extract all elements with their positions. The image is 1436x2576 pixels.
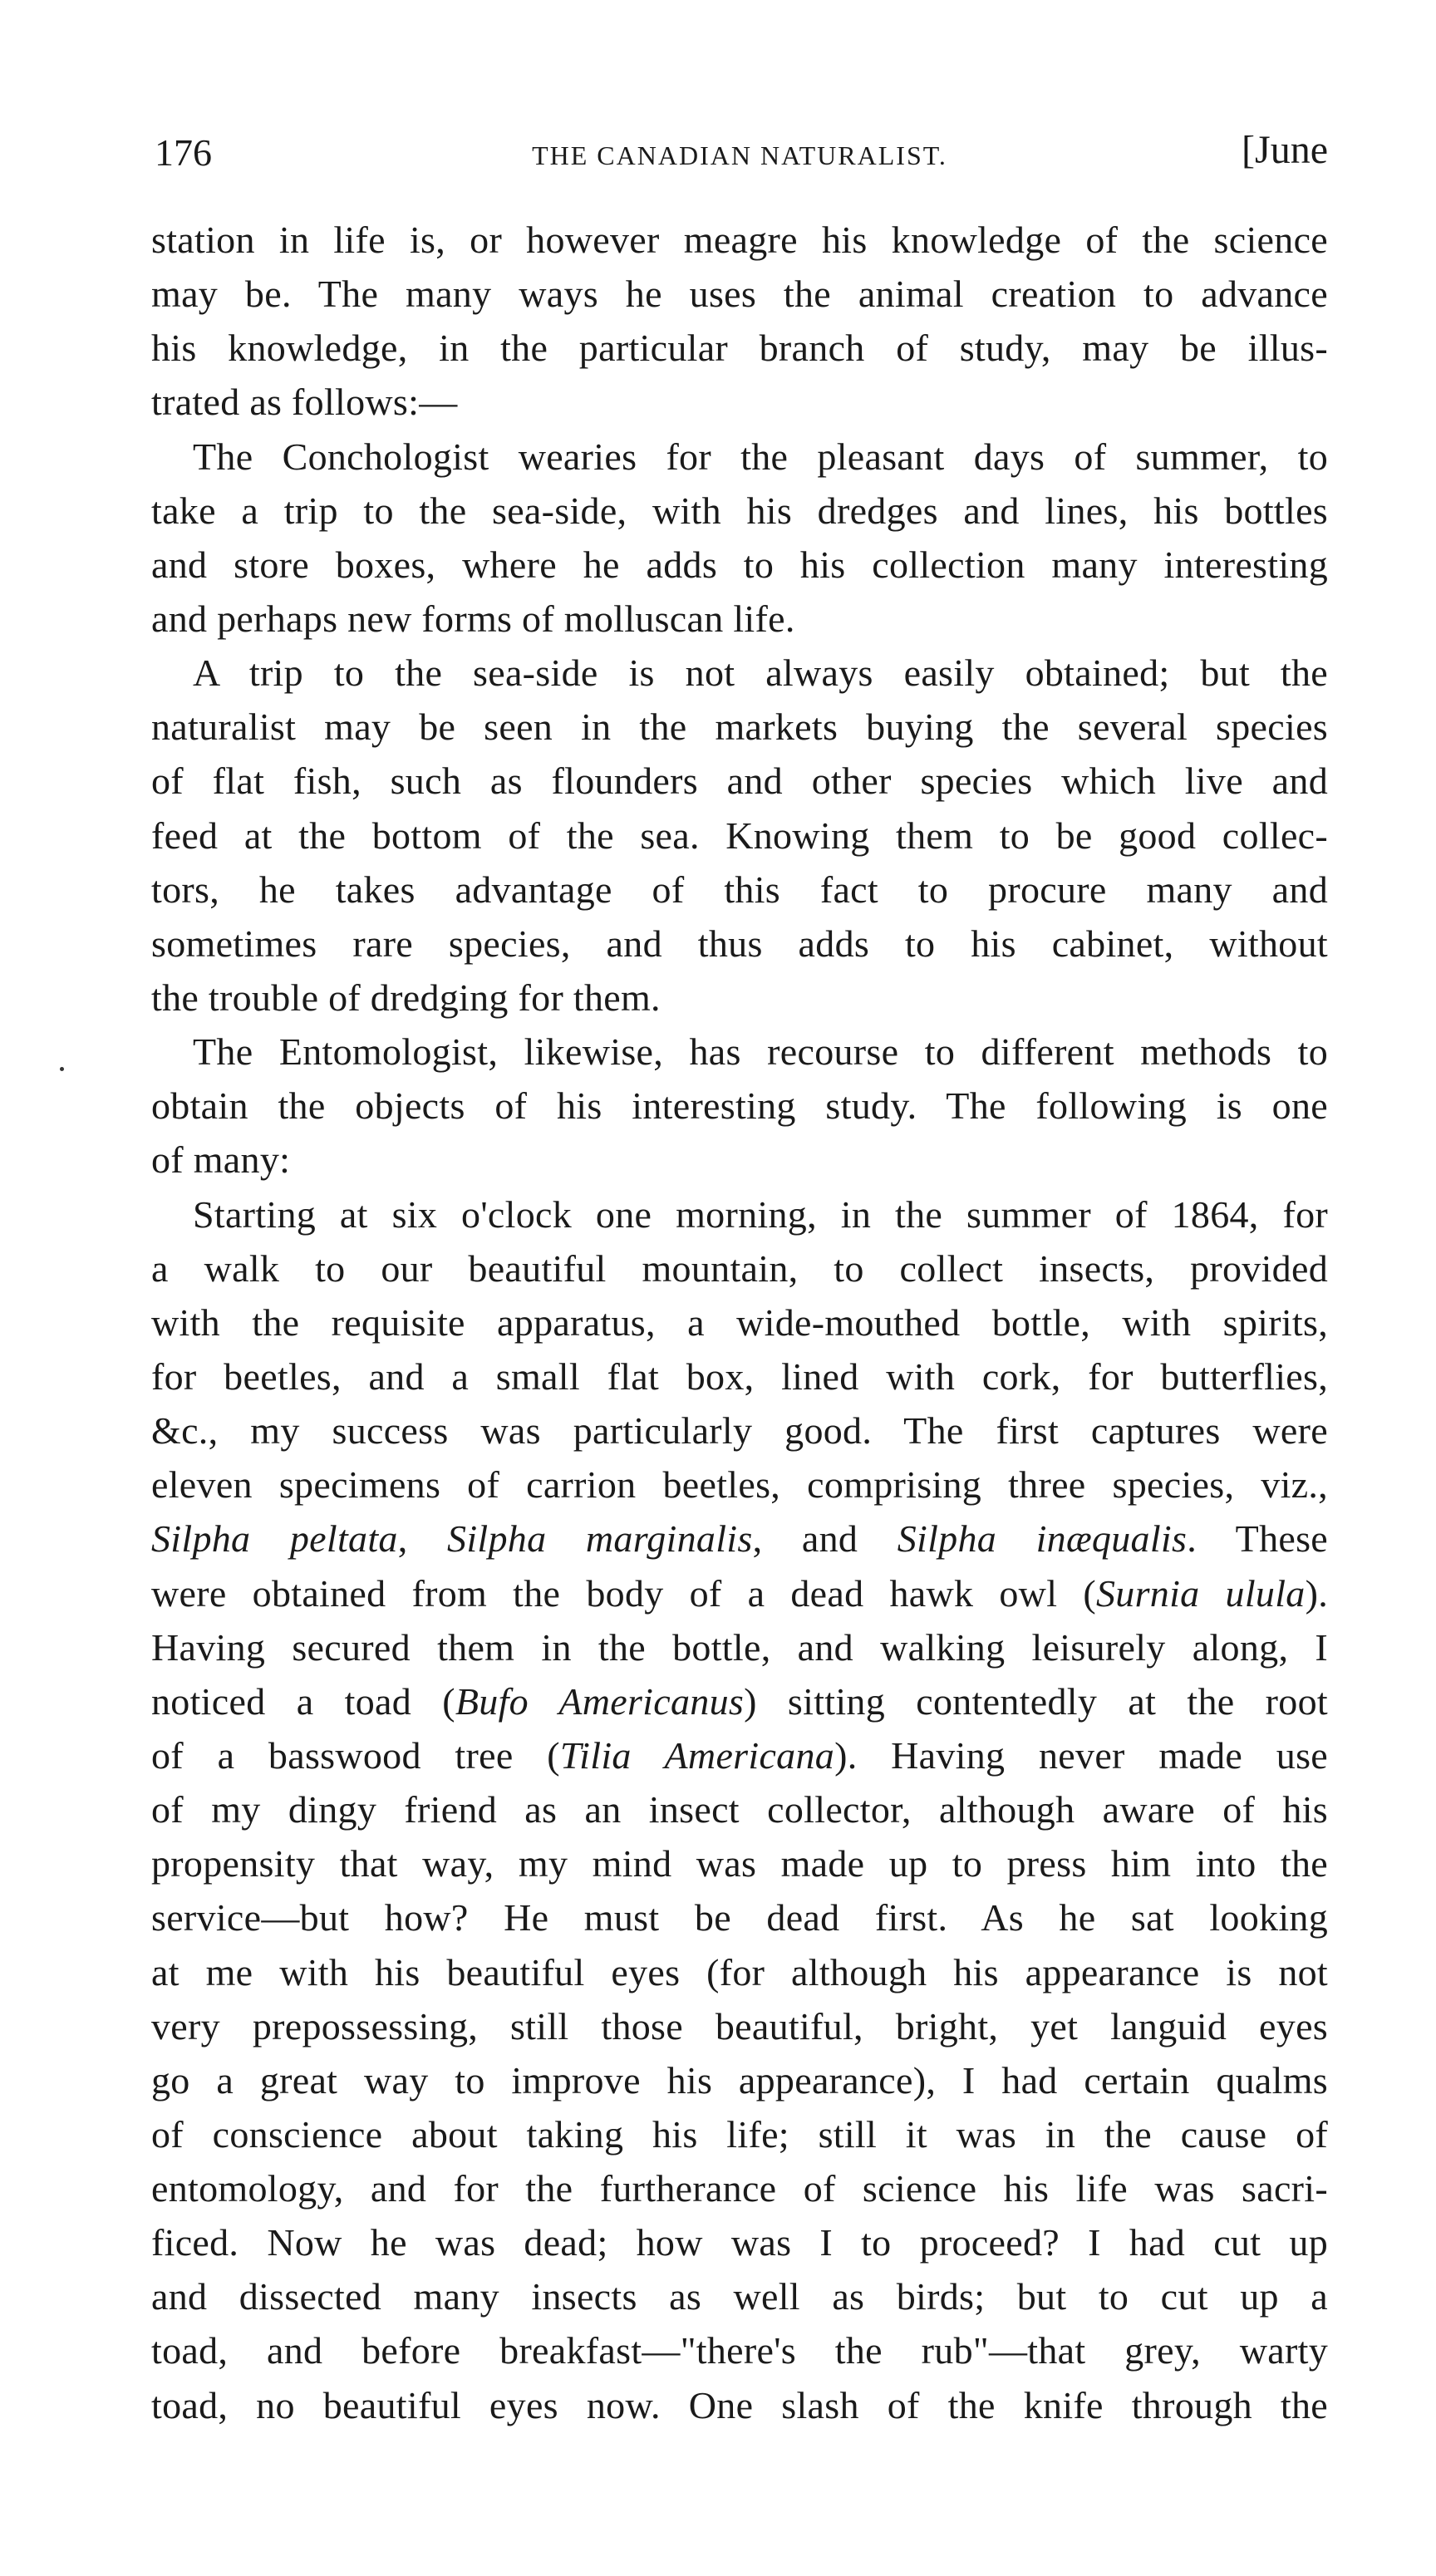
species-name: Silpha peltata (151, 1517, 398, 1561)
text-line: Starting at six o'clock one morning, in the summer of 1864, for (193, 1192, 1328, 1236)
running-title: THE CANADIAN NATURALIST. (532, 140, 947, 170)
text-line: toad, no beautiful eyes now. One slash of the knife through the (151, 2383, 1328, 2426)
text-line: tors, he takes advantage of this fact to procure many and (151, 868, 1328, 911)
text-segment: noticed a toad ( (151, 1679, 455, 1723)
text-line: &c., my success was particularly good. The first captures were (151, 1409, 1328, 1453)
text-line: of my dingy friend as an insect collector, although aware of his (151, 1788, 1328, 1831)
text-segment: , (397, 1517, 448, 1561)
text-line: of conscience about taking his life; still it was in the cause of (151, 2112, 1328, 2156)
text-line: at me with his beautiful eyes (for although his appearance is not (151, 1950, 1328, 1993)
species-name: Tilia Americana (559, 1733, 835, 1777)
text-line: with the requisite apparatus, a wide-mouthed bottle, with spirits, (151, 1300, 1328, 1344)
text-line: very prepossessing, still those beautiful, bright, yet languid eyes (151, 2004, 1328, 2048)
text-line: for beetles, and a small flat box, lined with cork, for butterflies, (151, 1354, 1328, 1398)
text-line: A trip to the sea-side is not always easily obtained; but the (193, 651, 1328, 695)
text-line (151, 1728, 1328, 1782)
text-line: service—but how? He must be dead first. As he sat looking (151, 1896, 1328, 1939)
text-line: ficed. Now he was dead; how was I to proceed? I had cut up (151, 2221, 1328, 2264)
print-speck (60, 1067, 64, 1071)
text-line: naturalist may be seen in the markets buying the several species (151, 705, 1328, 749)
text-line: trated as follows:— (151, 381, 458, 424)
text-line: feed at the bottom of the sea. Knowing them to be good collec- (151, 814, 1328, 857)
text-line: The Entomologist, likewise, has recourse to different methods to (193, 1030, 1328, 1074)
text-line: and store boxes, where he adds to his collection many interesting (151, 543, 1328, 586)
text-segment: ). Having never made use (834, 1733, 1328, 1777)
text-line: may be. The many ways he uses the animal creation to advance (151, 273, 1328, 316)
text-line: obtain the objects of his interesting study. The following is one (151, 1084, 1328, 1128)
text-line: and dissected many insects as well as birds; but to cut up a (151, 2275, 1328, 2318)
species-name: Silpha marginalis (447, 1517, 753, 1561)
species-name: Silpha inæqualis (897, 1517, 1188, 1561)
text-line: sometimes rare species, and thus adds to his cabinet, without (151, 922, 1328, 965)
article-body (151, 213, 1328, 2432)
text-line (151, 1512, 1328, 1566)
page-header (151, 125, 1328, 191)
text-line (151, 1566, 1328, 1620)
text-line: entomology, and for the furtherance of science his life was sacri- (151, 2167, 1328, 2210)
species-name: Bufo Americanus (455, 1679, 745, 1723)
text-line: a walk to our beautiful mountain, to collect insects, provided (151, 1246, 1328, 1290)
text-line: toad, and before breakfast—"there's the rub"—that grey, warty (151, 2329, 1328, 2372)
issue-month: [June (1242, 128, 1328, 172)
text-line: and perhaps new forms of molluscan life. (151, 597, 795, 640)
species-name: Surnia ulula (1095, 1571, 1306, 1615)
text-line: The Conchologist wearies for the pleasant days of summer, to (193, 435, 1328, 478)
text-line: take a trip to the sea-side, with his dredges and lines, his bottles (151, 489, 1328, 532)
text-line: the trouble of dredging for them. (151, 976, 661, 1019)
text-line: Having secured them in the bottle, and walking leisurely along, I (151, 1625, 1328, 1669)
text-line: his knowledge, in the particular branch of study, may be illus- (151, 327, 1328, 370)
text-segment: ) sitting contentedly at the root (744, 1679, 1328, 1723)
text-line: of many: (151, 1138, 291, 1182)
text-segment: , and (752, 1517, 898, 1561)
text-line (151, 1674, 1328, 1728)
text-segment: . These (1187, 1517, 1329, 1561)
text-line: station in life is, or however meagre his knowledge of the science (151, 219, 1328, 261)
text-line: go a great way to improve his appearance), I had certain qualms (151, 2058, 1328, 2102)
text-line: of flat fish, such as flounders and other species which live and (151, 760, 1328, 803)
text-segment: ). (1305, 1571, 1328, 1615)
page-number: 176 (155, 131, 212, 174)
text-segment: were obtained from the body of a dead hawk owl ( (151, 1571, 1096, 1615)
text-line: eleven specimens of carrion beetles, comprising three species, viz., (151, 1463, 1328, 1507)
text-segment: of a basswood tree ( (151, 1733, 560, 1777)
text-line: propensity that way, my mind was made up to press him into the (151, 1842, 1328, 1885)
